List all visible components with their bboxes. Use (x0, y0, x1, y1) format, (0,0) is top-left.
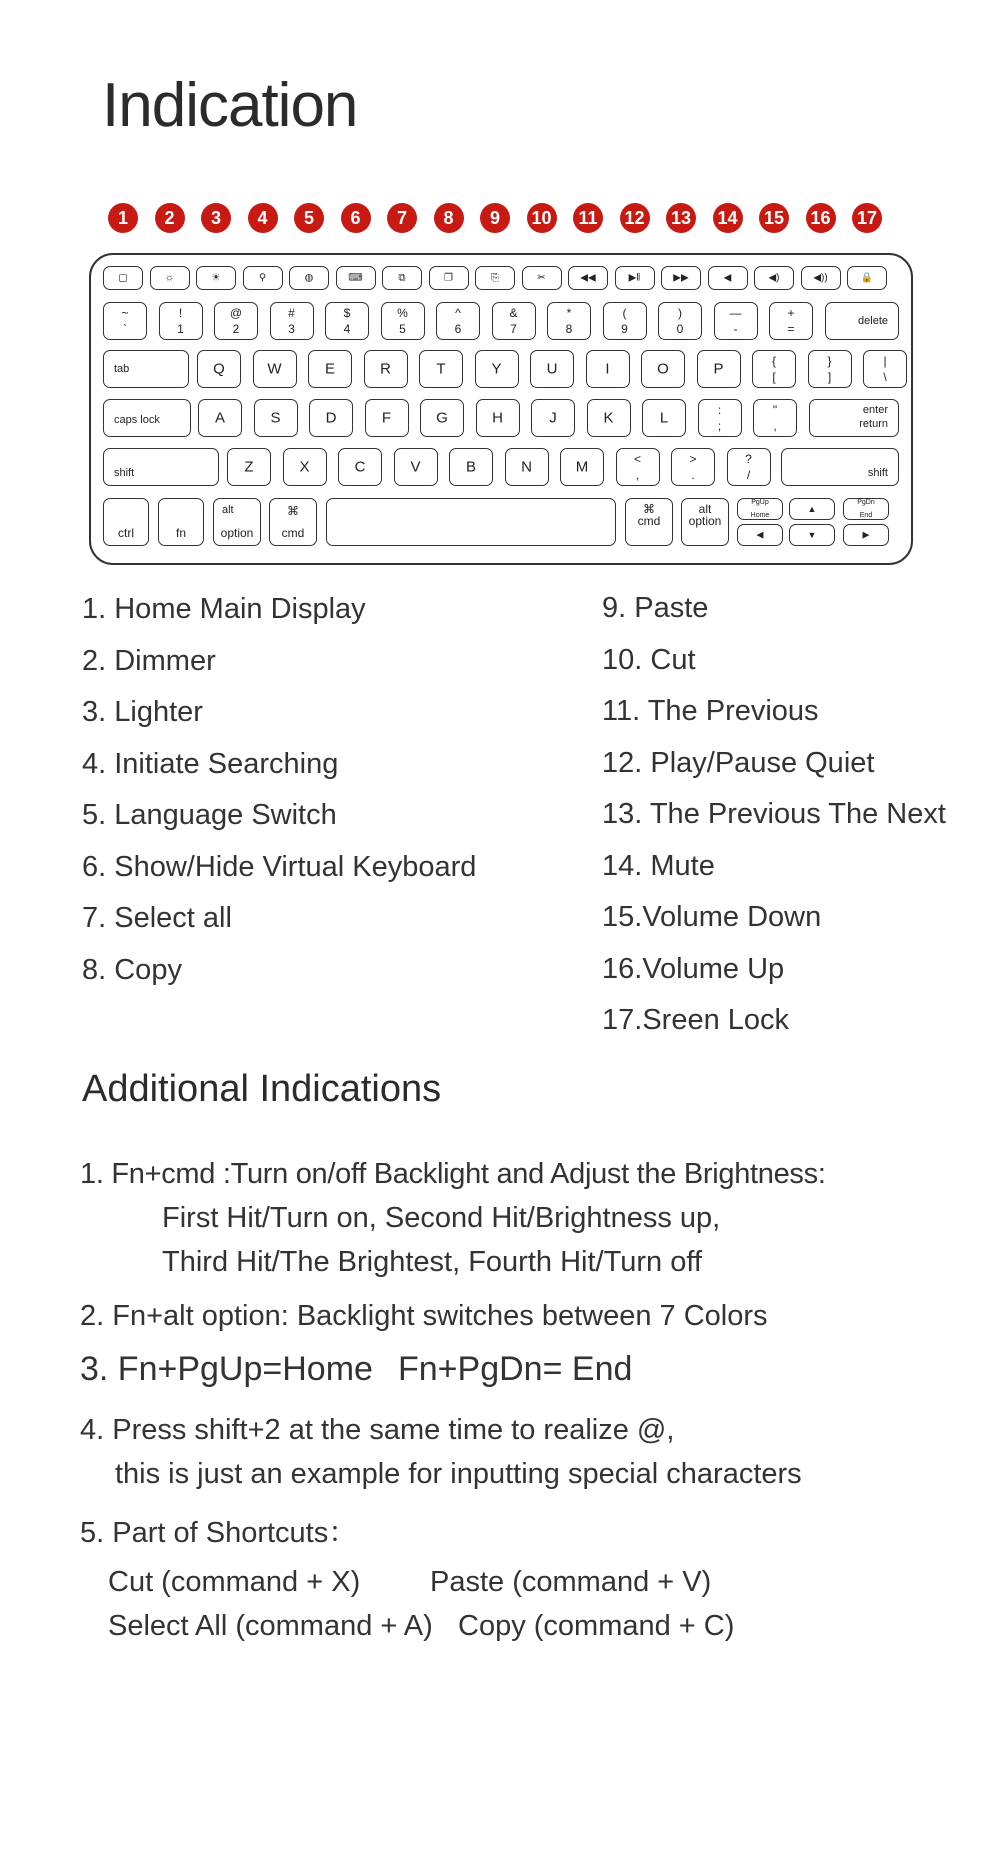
key-\ (863, 350, 907, 388)
shortcut-copy: Copy (command + C) (458, 1610, 735, 1642)
key-label: R (380, 360, 391, 378)
key-k (587, 399, 631, 437)
key-label: J (549, 409, 557, 427)
list-item: 1. Home Main Display (82, 593, 366, 625)
key-label: ; (717, 419, 722, 433)
down-arrow-key (789, 524, 835, 546)
key-s (254, 399, 298, 437)
key-label: Home (750, 512, 770, 519)
key-label: + (787, 306, 795, 320)
fn-key-13 (661, 266, 701, 290)
cut-icon: ✂ (537, 272, 546, 284)
key-- (714, 302, 758, 340)
volume-down-icon: ◀) (768, 272, 780, 284)
fn-key-1 (103, 266, 143, 290)
key-label: fn (175, 526, 186, 540)
key-label: , (773, 419, 777, 433)
key-] (808, 350, 852, 388)
key-label: H (492, 409, 503, 427)
list-item: 10. Cut (602, 643, 696, 676)
key-label: G (436, 409, 448, 427)
right-indication-list (602, 583, 946, 1047)
fn-key-2 (150, 266, 190, 290)
additional-item-1-line-2: First Hit/Turn on, Second Hit/Brightness up, (162, 1202, 721, 1234)
key-label: " (772, 403, 778, 417)
key-= (769, 302, 813, 340)
cmd-key (269, 498, 317, 546)
key-label: { (771, 354, 776, 368)
key-n (505, 448, 549, 486)
fn-key-14 (708, 266, 748, 290)
key-label: alt (698, 502, 712, 516)
additional-title: Additional Indications (82, 1068, 442, 1110)
additional-item-4-line-1: 4. Press shift+2 at the same time to realize @, (80, 1414, 675, 1446)
additional-item-1-line-1: 1. Fn+cmd :Turn on/off Backlight and Adjust the Brightness: (80, 1158, 826, 1190)
key-label: 7 (510, 322, 517, 336)
number-badge-17: 17 (852, 203, 882, 233)
list-item: 7. Select all (82, 902, 232, 934)
fn-key-3 (196, 266, 236, 290)
key-label: ctrl (118, 526, 134, 540)
next-icon: ▶▶ (673, 272, 689, 284)
key-a (198, 399, 242, 437)
key-label: 4 (343, 322, 351, 336)
key-label: I (605, 360, 610, 378)
list-item: 15.Volume Down (602, 901, 822, 933)
key-label: : (717, 403, 722, 417)
key-label: alt (222, 504, 234, 516)
key-2 (214, 302, 258, 340)
key-label: S (270, 409, 281, 427)
fn-key-4 (243, 266, 283, 290)
down-arrow-icon: ▼ (807, 530, 817, 540)
right-cmd-key (625, 498, 673, 546)
lock-icon: 🔒 (860, 272, 874, 284)
fn-key-6 (336, 266, 376, 290)
key-label: $ (343, 306, 351, 320)
key-label: 5 (399, 322, 406, 336)
return-label: return (859, 418, 888, 430)
previous-icon: ◀◀ (580, 272, 596, 284)
key-label: > (689, 452, 697, 466)
key-label: option (220, 526, 254, 540)
key-label: P (713, 360, 724, 378)
key-label: O (657, 360, 669, 378)
key-b (449, 448, 493, 486)
key-label: option (688, 514, 722, 529)
key-, (616, 448, 660, 486)
caps-lock-key (103, 399, 191, 437)
key-label: Z (244, 458, 254, 476)
key-e (308, 350, 352, 388)
list-item: 3. Lighter (82, 696, 203, 728)
key-label: caps lock (114, 414, 160, 426)
number-badge-2: 2 (155, 203, 185, 233)
key-label: E (324, 360, 335, 378)
mute-icon: ◀ (723, 272, 732, 284)
key-label: Q (213, 360, 225, 378)
key-label: V (410, 458, 421, 476)
key-label: - (733, 322, 738, 336)
right-arrow-key (843, 524, 889, 546)
key-1 (159, 302, 203, 340)
key-label: \ (883, 370, 887, 384)
key-label: cmd (281, 526, 305, 540)
key-label: ] (827, 370, 832, 384)
globe-icon: ◍ (304, 272, 314, 284)
key-label: ⌘ (287, 504, 299, 518)
key-label: ( (622, 306, 627, 320)
select-all-icon: ⧉ (398, 272, 406, 284)
key-label: ~ (121, 306, 129, 320)
key-label: * (566, 306, 572, 320)
key-label: X (299, 458, 310, 476)
fn-key-11 (568, 266, 608, 290)
key-label: — (729, 306, 742, 320)
list-item: 6. Show/Hide Virtual Keyboard (82, 850, 477, 883)
key-label: Y (491, 360, 502, 378)
fn-key-15 (754, 266, 794, 290)
key-label: | (883, 354, 887, 368)
number-badge-10: 10 (527, 203, 557, 233)
additional-item-5: 5. Part of Shortcuts： (80, 1517, 358, 1549)
keyboard-diagram (89, 253, 913, 565)
fn-key-12 (615, 266, 655, 290)
pgdn-end-key (843, 498, 889, 520)
key-. (671, 448, 715, 486)
key-label: # (288, 306, 295, 320)
lighter-sun-icon: ☀ (211, 272, 221, 284)
key-/ (727, 448, 771, 486)
fn-key-5 (289, 266, 329, 290)
key-y (475, 350, 519, 388)
key-label: 2 (232, 322, 240, 336)
fn-key-17 (847, 266, 887, 290)
key-label: ) (678, 306, 682, 320)
paste-icon: ⎘ (491, 272, 499, 284)
key-label: ^ (455, 306, 461, 320)
key-g (420, 399, 464, 437)
key-label: ! (178, 306, 183, 320)
number-badge-6: 6 (341, 203, 371, 233)
left-arrow-key (737, 524, 783, 546)
key-p (697, 350, 741, 388)
key-x (283, 448, 327, 486)
shortcut-paste: Paste (command + V) (430, 1566, 712, 1598)
play-pause-icon: ▶‖ (628, 272, 641, 284)
number-badge-11: 11 (573, 203, 603, 233)
fn-key-10 (522, 266, 562, 290)
key-5 (381, 302, 425, 340)
key-q (197, 350, 241, 388)
key-label: } (827, 354, 832, 368)
additional-item-2: 2. Fn+alt option: Backlight switches between 7 Colors (80, 1300, 768, 1332)
key-, (753, 399, 797, 437)
key-d (309, 399, 353, 437)
key-label: A (214, 409, 225, 427)
left-arrow-icon: ◀ (756, 529, 764, 540)
key-i (586, 350, 630, 388)
key-4 (325, 302, 369, 340)
number-badge-4: 4 (248, 203, 278, 233)
additional-item-3-a: 3. Fn+PgUp=Home (80, 1350, 373, 1388)
list-item: 13. The Previous The Next (602, 798, 946, 830)
key-label: ` (123, 322, 127, 336)
list-item: 16.Volume Up (602, 952, 785, 985)
key-label: 0 (676, 322, 684, 336)
number-badge-5: 5 (294, 203, 324, 233)
key-v (394, 448, 438, 486)
key-6 (436, 302, 480, 340)
key-label: tab (114, 363, 130, 375)
key-label: N (521, 458, 532, 476)
key-label: W (267, 360, 282, 378)
key-0 (658, 302, 702, 340)
dimmer-sun-icon: ☼ (164, 272, 175, 284)
list-item: 17.Sreen Lock (602, 1004, 790, 1036)
key-label: T (436, 360, 446, 378)
home-square-icon: ▢ (118, 272, 128, 284)
key-[ (752, 350, 796, 388)
key-label: 8 (565, 322, 573, 336)
key-label: shift (867, 467, 888, 479)
key-o (641, 350, 685, 388)
key-label: PgUp (751, 499, 769, 506)
key-label: B (465, 458, 476, 476)
right-alt-option-key (681, 498, 729, 546)
list-item: 8. Copy (82, 953, 182, 986)
enter-label: enter (862, 404, 888, 416)
key-u (530, 350, 574, 388)
key-label: ? (745, 452, 752, 466)
up-arrow-icon: ▲ (807, 504, 817, 514)
key-label: & (509, 306, 518, 320)
key-label: K (603, 409, 614, 427)
volume-up-icon: ◀)) (813, 272, 828, 284)
key-h (476, 399, 520, 437)
shortcut-cut: Cut (command + X) (108, 1566, 361, 1598)
key-label: End (859, 512, 873, 519)
key-w (253, 350, 297, 388)
key-t (419, 350, 463, 388)
list-item: 11. The Previous (602, 695, 819, 727)
search-icon: ⚲ (258, 272, 267, 284)
list-item: 5. Language Switch (82, 799, 337, 831)
fn-key-8 (429, 266, 469, 290)
key-label: U (546, 360, 558, 378)
key-` (103, 302, 147, 340)
key-label: 6 (454, 322, 462, 336)
fn-key-9 (475, 266, 515, 290)
key-; (698, 399, 742, 437)
right-arrow-icon: ▶ (862, 529, 870, 540)
page-title: Indication (102, 71, 358, 140)
key-l (642, 399, 686, 437)
additional-item-1-line-3: Third Hit/The Brightest, Fourth Hit/Turn off (162, 1246, 702, 1278)
copy-icon: ❐ (444, 272, 453, 284)
key-label: 3 (288, 322, 295, 336)
key-label: , (635, 468, 640, 482)
additional-item-4-line-2: this is just an example for inputting special characters (115, 1458, 802, 1490)
key-z (227, 448, 271, 486)
key-label: delete (858, 315, 888, 327)
fn-key-16 (801, 266, 841, 290)
key-label: % (397, 306, 408, 320)
key-label: . (691, 468, 695, 482)
left-indication-list (82, 584, 476, 996)
return-key (809, 399, 899, 437)
left-shift-key (103, 448, 219, 486)
number-badge-13: 13 (666, 203, 696, 233)
key-7 (492, 302, 536, 340)
ctrl-key (103, 498, 149, 546)
additional-item-3-b: Fn+PgDn= End (398, 1350, 633, 1388)
right-shift-key (781, 448, 899, 486)
key-label: [ (772, 370, 776, 384)
list-item: 4. Initiate Searching (82, 747, 339, 780)
delete-key (825, 302, 899, 340)
key-label: 1 (177, 322, 184, 336)
badge-row (108, 203, 898, 235)
key-label: = (787, 322, 795, 336)
key-label: D (325, 409, 337, 427)
key-label: @ (229, 306, 243, 320)
key-8 (547, 302, 591, 340)
number-badge-15: 15 (759, 203, 789, 233)
key-m (560, 448, 604, 486)
list-item: 14. Mute (602, 849, 715, 882)
number-badge-7: 7 (387, 203, 417, 233)
number-badge-3: 3 (201, 203, 231, 233)
number-badge-12: 12 (620, 203, 650, 233)
key-c (338, 448, 382, 486)
pgup-home-key (737, 498, 783, 520)
key-9 (603, 302, 647, 340)
number-badge-9: 9 (480, 203, 510, 233)
number-badge-1: 1 (108, 203, 138, 233)
list-item: 9. Paste (602, 592, 709, 624)
space-key (326, 498, 616, 546)
key-label: C (354, 458, 366, 476)
fn-key (158, 498, 204, 546)
list-item: 12. Play/Pause Quiet (602, 746, 875, 779)
key-label: / (746, 468, 751, 482)
number-badge-16: 16 (806, 203, 836, 233)
number-badge-14: 14 (713, 203, 743, 233)
up-arrow-key (789, 498, 835, 520)
number-badge-8: 8 (434, 203, 464, 233)
key-label: L (659, 409, 669, 427)
alt-option-key (213, 498, 261, 546)
tab-key (103, 350, 189, 388)
key-j (531, 399, 575, 437)
fn-key-7 (382, 266, 422, 290)
key-label: PgDn (857, 499, 875, 506)
key-r (364, 350, 408, 388)
key-label: shift (114, 467, 135, 479)
key-label: ⌘ (643, 502, 655, 516)
key-label: M (575, 458, 589, 476)
key-f (365, 399, 409, 437)
key-3 (270, 302, 314, 340)
keyboard-icon: ⌨ (348, 272, 363, 284)
shortcut-select-all: Select All (command + A) (108, 1610, 433, 1642)
key-label: 9 (621, 322, 628, 336)
key-label: F (381, 409, 392, 427)
list-item: 2. Dimmer (82, 644, 216, 677)
key-label: < (633, 452, 641, 466)
key-label: cmd (637, 514, 661, 529)
